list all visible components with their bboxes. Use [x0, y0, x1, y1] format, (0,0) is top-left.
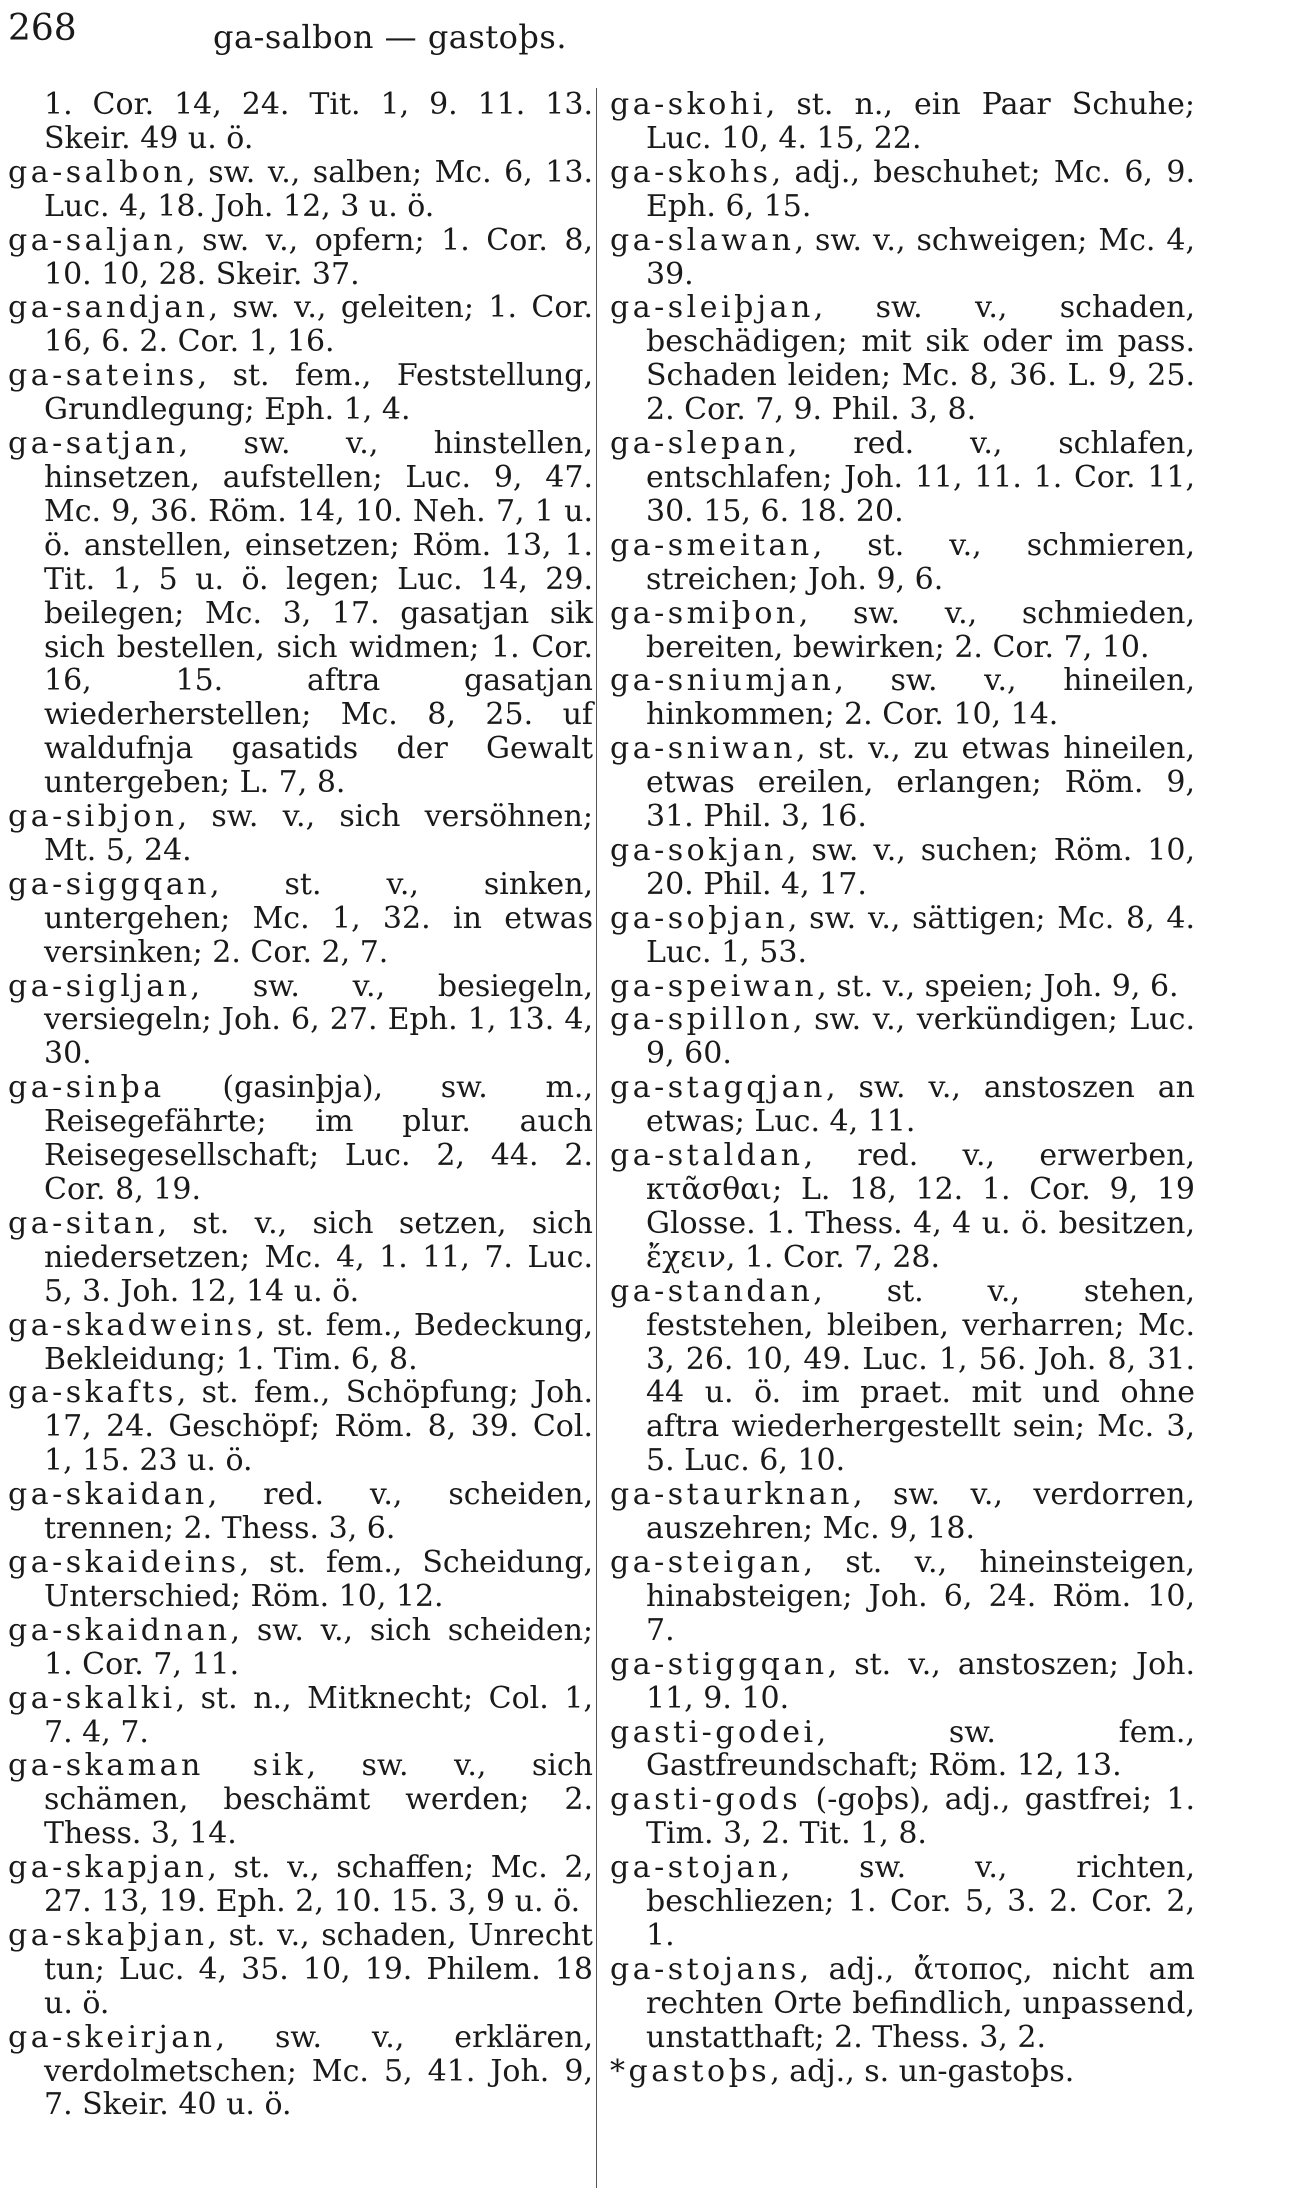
entry-headword: ga-siggqan [8, 866, 211, 902]
dictionary-entry [8, 970, 593, 1072]
dictionary-entry [610, 224, 1195, 292]
entry-headword: ga-salbon [8, 154, 187, 190]
entry-headword: ga-skohi [610, 87, 766, 122]
dictionary-entry [610, 1275, 1195, 1478]
entry-headword: ga-soþjan [610, 900, 788, 936]
page-header [0, 0, 1304, 60]
dictionary-entry [610, 664, 1195, 732]
dictionary-entry [610, 902, 1195, 970]
dictionary-entry [8, 156, 593, 224]
dictionary-entry [8, 2021, 593, 2123]
entry-definition: , st. fem., Scheidung, Unterschied; Röm. 10, 12. [44, 1544, 593, 1614]
entry-definition: , st. fem., Feststellung, Grundlegung; Eph. 1, 4. [44, 358, 593, 428]
dictionary-entry [610, 88, 1195, 156]
entry-definition: , sw. v., sich scheiden; 1. Cor. 7, 11. [44, 1612, 593, 1682]
entry-definition: , sw. v., verdorren, auszehren; Mc. 9, 18. [646, 1477, 1195, 1547]
entry-headword: ga-skafts [8, 1375, 177, 1411]
entry-headword: ga-sitan [8, 1205, 158, 1241]
dictionary-entry [610, 529, 1195, 597]
dictionary-entry [8, 1614, 593, 1682]
dictionary-entry [8, 1207, 593, 1309]
entry-headword: ga-skohs [610, 154, 772, 190]
entry-headword: ga-steigan [610, 1544, 804, 1580]
entry-headword: ga-stiggqan [610, 1646, 828, 1682]
entry-headword: ga-sibjon [8, 799, 178, 835]
dictionary-entry [8, 291, 593, 359]
dictionary-entry [8, 800, 593, 868]
dictionary-entry [610, 970, 1195, 1004]
entry-headword: ga-sniumjan [610, 663, 835, 699]
entry-headword: ga-skaideins [8, 1544, 240, 1580]
entry-definition: , adj., beschuhet; Mc. 6, 9. Eph. 6, 15. [646, 154, 1195, 224]
dictionary-entry [610, 1546, 1195, 1648]
entry-headword: ga-satjan [8, 426, 179, 462]
entry-headword: ga-sateins [8, 358, 198, 394]
dictionary-entry [8, 427, 593, 800]
entry-headword: ga-skapjan [8, 1850, 208, 1886]
entry-definition: , red. v., scheiden, trennen; 2. Thess. 3, 6. [44, 1477, 593, 1547]
entry-definition: , sw. v., schaden, beschädigen; mit sik oder im pass. Schaden leiden; Mc. 8, 36. L. 9, 25. 2. Cor. 7, 9. Phil. 3, 8. [646, 290, 1195, 428]
entry-headword: ga-sokjan [610, 832, 787, 868]
entry-definition: , st. fem., Bedeckung, Bekleidung; 1. Tim. 6, 8. [44, 1307, 593, 1377]
dictionary-entry [610, 1648, 1195, 1716]
entry-headword: ga-skalki [8, 1680, 176, 1716]
entry-headword: ga-skaidan [8, 1477, 208, 1513]
entry-headword: gasti-godei [610, 1714, 817, 1750]
entry-definition: , sw. v., sich schämen, beschämt werden; 2. Thess. 3, 14. [44, 1748, 593, 1852]
entry-headword: ga-skaidnan [8, 1612, 231, 1648]
entry-headword: ga-stagqjan [610, 1070, 826, 1106]
entry-definition: , st. v., hineinsteigen, hinabsteigen; Joh. 6, 24. Röm. 10, 7. [646, 1544, 1195, 1648]
entry-definition: , st. v., schaden, Unrecht tun; Luc. 4, 35. 10, 19. Philem. 18 u. ö. [44, 1917, 593, 2021]
entry-headword: ga-sniwan [610, 731, 796, 767]
entry-definition: , st. n., Mitknecht; Col. 1, 7. 4, 7. [44, 1680, 593, 1750]
column-divider [596, 88, 597, 2188]
entry-definition: , st. fem., Schöpfung; Joh. 17, 24. Geschöpf; Röm. 8, 39. Col. 1, 15. 23 u. ö. [44, 1375, 593, 1479]
entry-headword: *gastoþs [610, 2053, 771, 2089]
dictionary-entry [8, 1376, 593, 1478]
entry-headword: ga-smiþon [610, 595, 799, 631]
entry-definition: , sw. v., suchen; Röm. 10, 20. Phil. 4, 17. [646, 832, 1195, 902]
entry-definition: , st. v., anstoszen; Joh. 11, 9. 10. [646, 1646, 1195, 1716]
entry-definition: 1. Cor. 14, 24. Tit. 1, 9. 11. 13. Skeir. 49 u. ö. [44, 87, 593, 156]
running-head: ga-salbon — gastoþs. [213, 18, 567, 56]
dictionary-entry [610, 1783, 1195, 1851]
dictionary-entry [8, 359, 593, 427]
entry-headword: ga-skaman sik [8, 1748, 307, 1784]
dictionary-entry [8, 1851, 593, 1919]
entry-definition: , sw. fem., Gastfreundschaft; Röm. 12, 13. [646, 1714, 1195, 1784]
dictionary-entry [610, 1716, 1195, 1784]
entry-definition: , red. v., erwerben, κτᾶσθαι; L. 18, 12. 1. Cor. 9, 19 Glosse. 1. Thess. 4, 4 u. ö. besitzen, ἔχειν, 1. Cor. 7, 28. [646, 1138, 1195, 1275]
entry-definition: , st. v., sinken, untergehen; Mc. 1, 32. in etwas versinken; 2. Cor. 2, 7. [44, 866, 593, 970]
entry-definition: , st. v., stehen, feststehen, bleiben, verharren; Mc. 3, 26. 10, 49. Luc. 1, 56. Joh. 8, 31. 44 u. ö. im praet. mit und ohne aftra wiederhergestellt sein; Mc. 3, 5. Luc. 6, 10. [646, 1273, 1195, 1479]
dictionary-entry [8, 868, 593, 970]
entry-definition: , red. v., schlafen, entschlafen; Joh. 11, 11. 1. Cor. 11, 30. 15, 6. 18. 20. [646, 426, 1195, 529]
dictionary-entry [610, 1953, 1195, 2055]
entry-definition: , st. v., speien; Joh. 9, 6. [817, 968, 1179, 1004]
entry-definition: , st. n., ein Paar Schuhe; Luc. 10, 4. 15, 22. [646, 87, 1195, 156]
entry-headword: ga-saljan [8, 222, 177, 258]
dictionary-entry [610, 156, 1195, 224]
entry-definition: (gasinþja), sw. m., Reisegefährte; im plur. auch Reisegesellschaft; Luc. 2, 44. 2. Cor. 8, 19. [44, 1070, 593, 1207]
entry-definition: , sw. v., erklären, verdolmetschen; Mc. 5, 41. Joh. 9, 7. Skeir. 40 u. ö. [44, 2019, 593, 2123]
entry-definition: , sw. v., verkündigen; Luc. 9, 60. [646, 1002, 1195, 1072]
dictionary-entry [610, 427, 1195, 529]
dictionary-entry [610, 1478, 1195, 1546]
page-number: 268 [8, 8, 77, 49]
right-column [610, 88, 1195, 2088]
dictionary-entry [610, 1851, 1195, 1953]
entry-definition: , sw. v., sich versöhnen; Mt. 5, 24. [44, 799, 593, 868]
left-column [8, 88, 593, 2122]
entry-definition: , sw. v., opfern; 1. Cor. 8, 10. 10, 28. Skeir. 37. [44, 222, 593, 292]
entry-headword: ga-skaþjan [8, 1917, 208, 1953]
entry-definition: , sw. v., sättigen; Mc. 8, 4. Luc. 1, 53. [646, 900, 1195, 970]
entry-definition: , st. v., zu etwas hineilen, etwas ereilen, erlangen; Röm. 9, 31. Phil. 3, 16. [646, 731, 1195, 835]
entry-headword: ga-stojans [610, 1951, 800, 1987]
entry-definition: (-goþs), adj., gastfrei; 1. Tim. 3, 2. Tit. 1, 8. [646, 1782, 1195, 1852]
entry-headword: ga-staldan [610, 1138, 804, 1174]
entry-headword: ga-sigljan [8, 968, 191, 1004]
dictionary-entry [8, 1682, 593, 1750]
entry-headword: ga-slawan [610, 222, 795, 258]
entry-definition: , adj., ἄτοπος, nicht am rechten Orte befindlich, unpassend, unstatthaft; 2. Thess. 3, 2. [646, 1951, 1195, 2055]
entry-definition: , sw. v., richten, beschliezen; 1. Cor. 5, 3. 2. Cor. 2, 1. [646, 1850, 1195, 1953]
dictionary-entry [610, 732, 1195, 834]
entry-headword: ga-skadweins [8, 1307, 256, 1343]
dictionary-entry [610, 1071, 1195, 1139]
dictionary-entry [610, 834, 1195, 902]
entry-headword: ga-slepan [610, 426, 788, 462]
entry-definition: , sw. v., hineilen, hinkommen; 2. Cor. 10, 14. [646, 663, 1195, 733]
entry-headword: ga-sinþa [8, 1070, 165, 1106]
entry-headword: ga-stojan [610, 1850, 781, 1886]
dictionary-entry [610, 291, 1195, 427]
dictionary-entry [610, 1003, 1195, 1071]
entry-headword: ga-sleiþjan [610, 290, 814, 326]
entry-definition: , sw. v., schmieden, bereiten, bewirken; 2. Cor. 7, 10. [646, 595, 1195, 665]
entry-definition: , st. v., sich setzen, sich niedersetzen; Mc. 4, 1. 11, 7. Luc. 5, 3. Joh. 12, 14 u. ö. [44, 1205, 593, 1309]
entry-definition: , st. v., schmieren, streichen; Joh. 9, 6. [646, 527, 1195, 597]
entry-definition: , sw. v., anstoszen an etwas; Luc. 4, 11. [646, 1070, 1195, 1140]
entry-definition: , sw. v., geleiten; 1. Cor. 16, 6. 2. Cor. 1, 16. [44, 290, 593, 360]
entry-headword: ga-speiwan [610, 968, 818, 1004]
entry-headword: gasti-gods [610, 1782, 802, 1818]
entry-definition: , sw. v., hinstellen, hinsetzen, aufstellen; Luc. 9, 47. Mc. 9, 36. Röm. 14, 10. Neh. 7, 1 u. ö. anstellen, einsetzen; Röm. 13, 1. Tit. 1, 5 u. ö. legen; Luc. 14, 29. beilegen; Mc. 3, 17. gasatjan sik sich bestellen, sich widmen; 1. Cor. 16, 15. aftra gasatjan wiederherstellen; Mc. 8, 25. uf waldufnja gasatids der Gewalt untergeben; L. 7, 8. [44, 426, 593, 801]
entry-headword: ga-skeirjan [8, 2019, 216, 2055]
dictionary-entry [8, 1309, 593, 1377]
entry-headword: ga-sandjan [8, 290, 209, 326]
dictionary-entry [8, 1478, 593, 1546]
entry-headword: ga-smeitan [610, 527, 813, 563]
dictionary-entry [610, 1139, 1195, 1275]
dictionary-entry [8, 224, 593, 292]
entry-definition: , sw. v., schweigen; Mc. 4, 39. [646, 222, 1195, 292]
entry-definition: , st. v., schaffen; Mc. 2, 27. 13, 19. Eph. 2, 10. 15. 3, 9 u. ö. [44, 1850, 593, 1920]
dictionary-entry [8, 1749, 593, 1851]
entry-headword: ga-staurknan [610, 1477, 853, 1513]
entry-headword: ga-spillon [610, 1002, 793, 1038]
entry-definition: , adj., s. un-gastoþs. [770, 2053, 1075, 2089]
dictionary-entry [8, 88, 593, 156]
dictionary-entry [610, 597, 1195, 665]
dictionary-entry [610, 2055, 1195, 2089]
dictionary-entry [8, 1919, 593, 2021]
entry-definition: , sw. v., besiegeln, versiegeln; Joh. 6, 27. Eph. 1, 13. 4, 30. [44, 968, 593, 1072]
entry-definition: , sw. v., salben; Mc. 6, 13. Luc. 4, 18. Joh. 12, 3 u. ö. [44, 154, 593, 224]
entry-headword: ga-standan [610, 1273, 814, 1309]
dictionary-entry [8, 1071, 593, 1207]
dictionary-entry [8, 1546, 593, 1614]
